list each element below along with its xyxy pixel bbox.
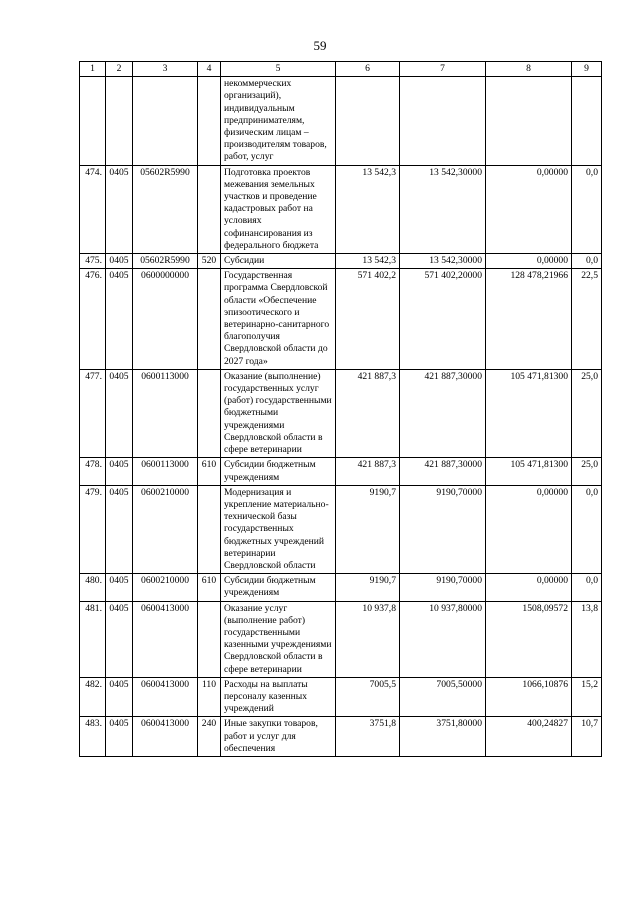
planned-amount: 13 542,3 <box>336 254 400 269</box>
target-article-code: 0600210000 <box>133 574 198 601</box>
section-code: 0405 <box>106 369 133 457</box>
execution-percent: 0,0 <box>572 165 602 253</box>
section-code <box>106 77 133 165</box>
item-name: Модернизация и укрепление материально-технической базы государственных бюджетных учреждений ветеринарии Свердловской области <box>221 485 336 573</box>
target-article-code: 0600113000 <box>133 458 198 485</box>
executed-amount: 128 478,21966 <box>486 269 572 370</box>
table-row <box>80 458 602 485</box>
row-number: 480. <box>80 574 106 601</box>
row-number: 483. <box>80 717 106 757</box>
section-code: 0405 <box>106 574 133 601</box>
section-code: 0405 <box>106 269 133 370</box>
executed-amount <box>486 77 572 165</box>
execution-percent: 25,0 <box>572 369 602 457</box>
execution-percent: 22,5 <box>572 269 602 370</box>
planned-amount: 13 542,3 <box>336 165 400 253</box>
approved-amount: 13 542,30000 <box>400 165 486 253</box>
target-article-code: 0600000000 <box>133 269 198 370</box>
approved-amount: 3751,80000 <box>400 717 486 757</box>
executed-amount: 105 471,81300 <box>486 458 572 485</box>
execution-percent: 0,0 <box>572 485 602 573</box>
item-name: Иные закупки товаров, работ и услуг для обеспечения <box>221 717 336 757</box>
expense-type-code <box>198 165 221 253</box>
row-number: 478. <box>80 458 106 485</box>
column-header-5: 5 <box>221 62 336 77</box>
section-code: 0405 <box>106 254 133 269</box>
table-row <box>80 77 602 165</box>
approved-amount: 421 887,30000 <box>400 458 486 485</box>
item-name: Субсидии бюджетным учреждениям <box>221 574 336 601</box>
approved-amount: 7005,50000 <box>400 677 486 717</box>
expense-type-code: 610 <box>198 458 221 485</box>
table-row <box>80 369 602 457</box>
row-number: 477. <box>80 369 106 457</box>
row-number: 481. <box>80 601 106 677</box>
expense-type-code <box>198 269 221 370</box>
item-name: Государственная программа Свердловской области «Обеспечение эпизоотического и ветеринарно-санитарного благополучия Свердловской области до 2027 года» <box>221 269 336 370</box>
expense-type-code <box>198 77 221 165</box>
row-number: 482. <box>80 677 106 717</box>
row-number: 474. <box>80 165 106 253</box>
item-name: некоммерческих организаций), индивидуальным предпринимателям, физическим лицам – производителям товаров, работ, услуг <box>221 77 336 165</box>
table-row <box>80 601 602 677</box>
expense-type-code: 110 <box>198 677 221 717</box>
target-article-code: 05602R5990 <box>133 254 198 269</box>
expense-type-code: 240 <box>198 717 221 757</box>
table-body <box>80 77 602 757</box>
page-number: 59 <box>313 38 327 53</box>
item-name: Субсидии бюджетным учреждениям <box>221 458 336 485</box>
row-number: 475. <box>80 254 106 269</box>
row-number: 476. <box>80 269 106 370</box>
header-row <box>80 62 602 77</box>
target-article-code: 0600413000 <box>133 601 198 677</box>
planned-amount: 3751,8 <box>336 717 400 757</box>
approved-amount <box>400 77 486 165</box>
item-name: Субсидии <box>221 254 336 269</box>
executed-amount: 0,00000 <box>486 485 572 573</box>
section-code: 0405 <box>106 677 133 717</box>
executed-amount: 0,00000 <box>486 254 572 269</box>
approved-amount: 13 542,30000 <box>400 254 486 269</box>
column-header-4: 4 <box>198 62 221 77</box>
expense-type-code <box>198 369 221 457</box>
target-article-code: 05602R5990 <box>133 165 198 253</box>
approved-amount: 421 887,30000 <box>400 369 486 457</box>
approved-amount: 9190,70000 <box>400 574 486 601</box>
approved-amount: 571 402,20000 <box>400 269 486 370</box>
item-name: Оказание услуг (выполнение работ) государственными казенными учреждениями Свердловской области в сфере ветеринарии <box>221 601 336 677</box>
section-code: 0405 <box>106 717 133 757</box>
table-row <box>80 254 602 269</box>
approved-amount: 9190,70000 <box>400 485 486 573</box>
item-name: Подготовка проектов межевания земельных участков и проведение кадастровых работ на условиях софинансирования из федерального бюджета <box>221 165 336 253</box>
target-article-code: 0600210000 <box>133 485 198 573</box>
budget-table <box>79 61 602 757</box>
table-row <box>80 574 602 601</box>
approved-amount: 10 937,80000 <box>400 601 486 677</box>
expense-type-code <box>198 601 221 677</box>
expense-type-code: 520 <box>198 254 221 269</box>
column-header-9: 9 <box>572 62 602 77</box>
section-code: 0405 <box>106 458 133 485</box>
column-header-3: 3 <box>133 62 198 77</box>
column-header-8: 8 <box>486 62 572 77</box>
target-article-code: 0600413000 <box>133 677 198 717</box>
execution-percent: 13,8 <box>572 601 602 677</box>
row-number <box>80 77 106 165</box>
execution-percent: 0,0 <box>572 574 602 601</box>
planned-amount: 7005,5 <box>336 677 400 717</box>
execution-percent: 10,7 <box>572 717 602 757</box>
column-header-7: 7 <box>400 62 486 77</box>
planned-amount <box>336 77 400 165</box>
item-name: Оказание (выполнение) государственных услуг (работ) государственными бюджетными учреждениями Свердловской области в сфере ветеринарии <box>221 369 336 457</box>
row-number: 479. <box>80 485 106 573</box>
table-row <box>80 717 602 757</box>
planned-amount: 9190,7 <box>336 574 400 601</box>
section-code: 0405 <box>106 601 133 677</box>
column-header-2: 2 <box>106 62 133 77</box>
target-article-code <box>133 77 198 165</box>
section-code: 0405 <box>106 485 133 573</box>
target-article-code: 0600413000 <box>133 717 198 757</box>
table-row <box>80 165 602 253</box>
item-name: Расходы на выплаты персоналу казенных учреждений <box>221 677 336 717</box>
column-header-1: 1 <box>80 62 106 77</box>
execution-percent: 15,2 <box>572 677 602 717</box>
planned-amount: 421 887,3 <box>336 369 400 457</box>
executed-amount: 1508,09572 <box>486 601 572 677</box>
table-row <box>80 677 602 717</box>
table-row <box>80 485 602 573</box>
execution-percent: 25,0 <box>572 458 602 485</box>
planned-amount: 10 937,8 <box>336 601 400 677</box>
expense-type-code: 610 <box>198 574 221 601</box>
executed-amount: 1066,10876 <box>486 677 572 717</box>
executed-amount: 105 471,81300 <box>486 369 572 457</box>
planned-amount: 9190,7 <box>336 485 400 573</box>
executed-amount: 0,00000 <box>486 165 572 253</box>
section-code: 0405 <box>106 165 133 253</box>
execution-percent <box>572 77 602 165</box>
planned-amount: 421 887,3 <box>336 458 400 485</box>
planned-amount: 571 402,2 <box>336 269 400 370</box>
execution-percent: 0,0 <box>572 254 602 269</box>
table-row <box>80 269 602 370</box>
executed-amount: 400,24827 <box>486 717 572 757</box>
expense-type-code <box>198 485 221 573</box>
column-header-6: 6 <box>336 62 400 77</box>
target-article-code: 0600113000 <box>133 369 198 457</box>
executed-amount: 0,00000 <box>486 574 572 601</box>
